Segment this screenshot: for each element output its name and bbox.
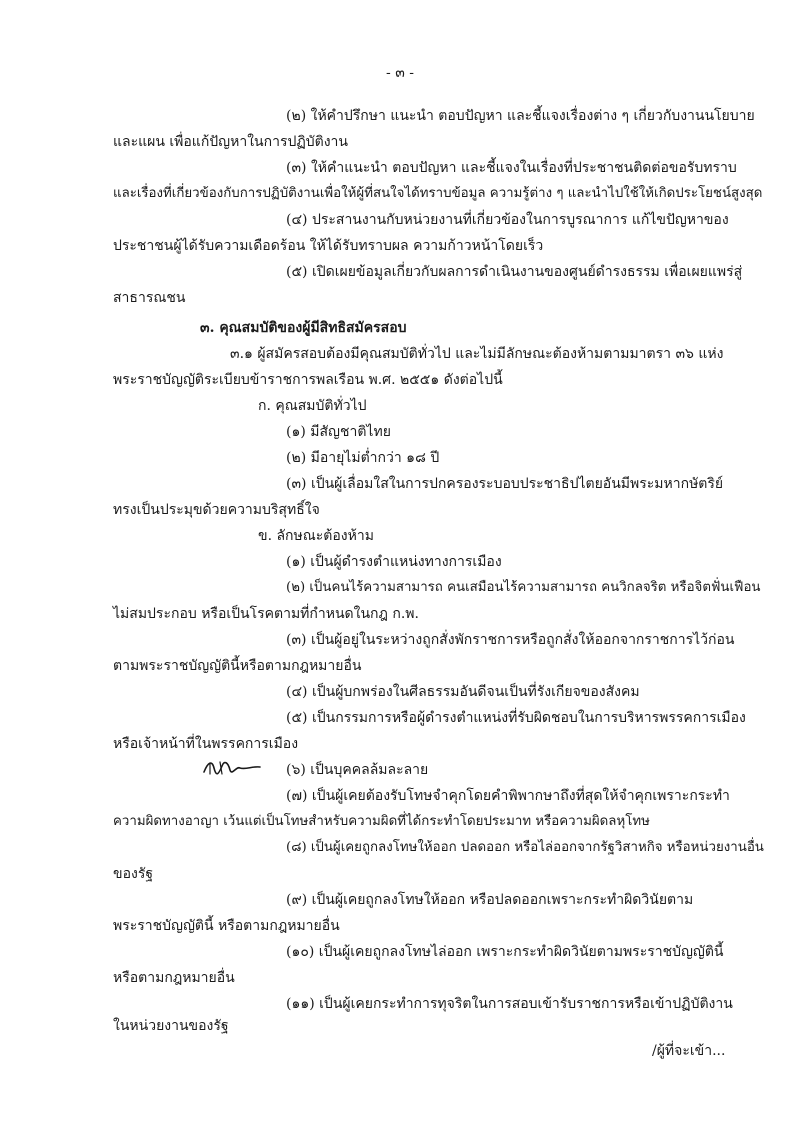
text-line: หรือตามกฎหมายอื่น [113, 970, 235, 986]
text-line: (๕) เป็นกรรมการหรือผู้ดำรงตำแหน่งที่รับผิดชอบในการบริหารพรรคการเมือง [286, 710, 746, 726]
text-line: และเรื่องที่เกี่ยวข้องกับการปฏิบัติงานเพื่อให้ผู้ที่สนใจได้ทราบข้อมูล ความรู้ต่าง ๆ และนำไปใช้ให้เกิดประโยชน์สูงสุด [113, 186, 763, 201]
text-line: ความผิดทางอาญา เว้นแต่เป็นโทษสำหรับความผิดที่ได้กระทำโดยประมาท หรือความผิดลหุโทษ [113, 814, 650, 829]
text-line: (๙) เป็นผู้เคยถูกลงโทษให้ออก หรือปลดออกเพราะกระทำผิดวินัยตาม [286, 892, 694, 908]
text-line: (๓) ให้คำแนะนำ ตอบปัญหา และชี้แจงในเรื่องที่ประชาชนติดต่อขอรับทราบ [286, 160, 737, 176]
text-line: พระราชบัญญัติระเบียบข้าราชการพลเรือน พ.ศ. ๒๕๕๑ ดังต่อไปนี้ [113, 372, 503, 388]
text-line: (๑) เป็นผู้ดำรงตำแหน่งทางการเมือง [286, 554, 502, 570]
text-line: ข. ลักษณะต้องห้าม [258, 528, 374, 544]
text-line: ตามพระราชบัญญัตินี้หรือตามกฎหมายอื่น [113, 658, 362, 674]
text-line: สาธารณชน [113, 290, 186, 306]
text-line: (๑๐) เป็นผู้เคยถูกลงโทษไล่ออก เพราะกระทำผิดวินัยตามพระราชบัญญัตินี้ [286, 944, 724, 960]
text-line: (๒) ให้คำปรึกษา แนะนำ ตอบปัญหา และชี้แจงเรื่องต่าง ๆ เกี่ยวกับงานนโยบาย [286, 108, 755, 124]
text-line: พระราชบัญญัตินี้ หรือตามกฎหมายอื่น [113, 918, 340, 934]
text-line: (๔) เป็นผู้บกพร่องในศีลธรรมอันดีจนเป็นที่รังเกียจของสังคม [286, 684, 640, 700]
text-line: (๘) เป็นผู้เคยถูกลงโทษให้ออก ปลดออก หรือไล่ออกจากรัฐวิสาหกิจ หรือหน่วยงานอื่น [286, 840, 764, 855]
section-heading: ๓. คุณสมบัติของผู้มีสิทธิสมัครสอบ [200, 320, 407, 336]
text-line: (๓) เป็นผู้อยู่ในระหว่างถูกสั่งพักราชการหรือถูกสั่งให้ออกจากราชการไว้ก่อน [286, 632, 735, 648]
text-line: หรือเจ้าหน้าที่ในพรรคการเมือง [113, 736, 299, 752]
text-line: (๖) เป็นบุคคลล้มละลาย [286, 762, 429, 778]
text-line: ในหน่วยงานของรัฐ [113, 1018, 229, 1034]
text-line: ทรงเป็นประมุขด้วยความบริสุทธิ์ใจ [113, 502, 320, 518]
text-line: ๓.๑ ผู้สมัครสอบต้องมีคุณสมบัติทั่วไป และไม่มีลักษณะต้องห้ามตามมาตรา ๓๖ แห่ง [230, 346, 724, 362]
text-line: (๕) เปิดเผยข้อมูลเกี่ยวกับผลการดำเนินงานของศูนย์ดำรงธรรม เพื่อเผยแพร่สู่ [286, 264, 743, 280]
text-line: ไม่สมประกอบ หรือเป็นโรคตามที่กำหนดในกฎ ก.พ. [113, 606, 419, 622]
text-line: ของรัฐ [113, 866, 154, 882]
text-line: (๓) เป็นผู้เลื่อมใสในการปกครองระบอบประชาธิปไตยอันมีพระมหากษัตริย์ [286, 476, 724, 492]
text-line: (๔) ประสานงานกับหน่วยงานที่เกี่ยวข้องในการบูรณาการ แก้ไขปัญหาของ [286, 212, 729, 228]
page-number: - ๓ - [386, 65, 414, 81]
text-line: (๑๑) เป็นผู้เคยกระทำการทุจริตในการสอบเข้ารับราชการหรือเข้าปฏิบัติงาน [286, 996, 733, 1012]
text-line: ประชาชนผู้ได้รับความเดือดร้อน ให้ได้รับทราบผล ความก้าวหน้าโดยเร็ว [113, 238, 544, 254]
text-line: (๗) เป็นผู้เคยต้องรับโทษจำคุกโดยคำพิพากษาถึงที่สุดให้จำคุกเพราะกระทำ [286, 788, 730, 804]
text-line: (๒) มีอายุไม่ต่ำกว่า ๑๘ ปี [286, 450, 440, 466]
text-line: และแผน เพื่อแก้ปัญหาในการปฏิบัติงาน [113, 134, 348, 150]
text-line: (๒) เป็นคนไร้ความสามารถ คนเสมือนไร้ความสามารถ คนวิกลจริต หรือจิตฟั่นเฟือน [286, 580, 761, 595]
signature-icon [200, 754, 270, 780]
continued-text: /ผู้ที่จะเข้า... [652, 1043, 726, 1059]
text-line: ก. คุณสมบัติทั่วไป [258, 398, 367, 414]
text-line: (๑) มีสัญชาติไทย [286, 424, 391, 440]
